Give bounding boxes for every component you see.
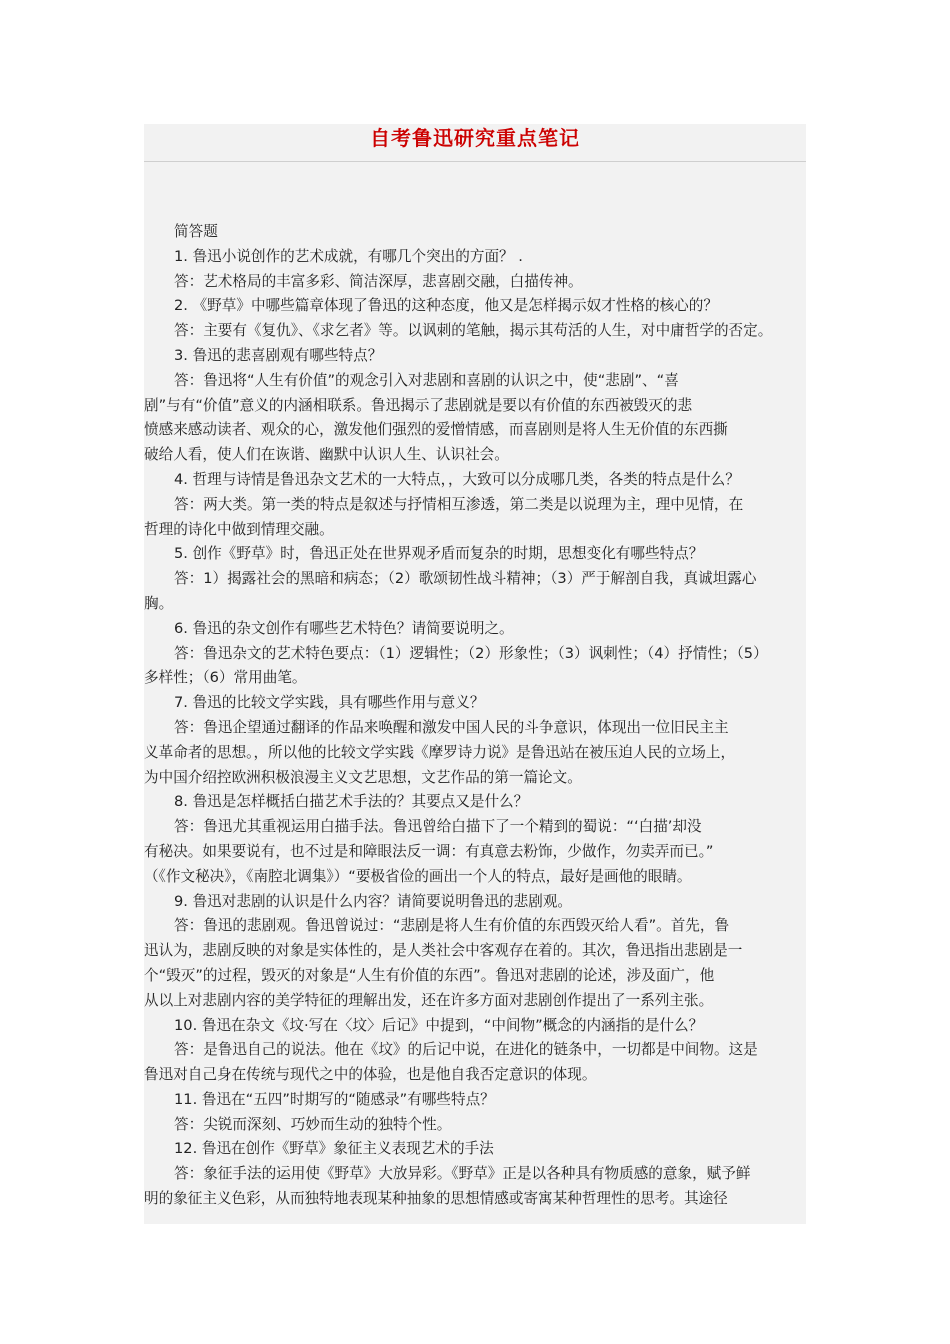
- title-bar: [144, 124, 806, 162]
- text-line: 鲁迅对自己身在传统与现代之中的体验，也是他自我否定意识的体现。: [144, 1066, 597, 1084]
- text-line: 10. 鲁迅在杂文《坟·写在〈坟〉后记》中提到，“中间物”概念的内涵指的是什么？: [174, 1016, 704, 1034]
- text-line: 义革命者的思想。，所以他的比较文学实践《摩罗诗力说》是鲁迅站在被压迫人民的立场上，: [144, 743, 736, 761]
- text-line: 答：1）揭露社会的黑暗和病态；（2）歌颂韧性战斗精神；（3）严于解剖自我，真诚坦露心: [174, 570, 757, 588]
- text-line: 12. 鲁迅在创作《野草》象征主义表现艺术的手法: [174, 1140, 494, 1158]
- text-line: 从以上对悲剧内容的美学特征的理解出发，还在许多方面对悲剧创作提出了一系列主张。: [144, 991, 714, 1009]
- text-line: 个“毁灭”的过程，毁灭的对象是“人生有价值的东西”。鲁迅对悲剧的论述，涉及面广，他: [144, 966, 715, 984]
- text-line: 剧”与有“价值”意义的内涵相联系。鲁迅揭示了悲剧就是要以有价值的东西被毁灭的悲: [144, 396, 693, 414]
- text-line: 11. 鲁迅在“五四”时期写的“随感录”有哪些特点？: [174, 1090, 495, 1108]
- text-line: 答：鲁迅尤其重视运用白描手法。鲁迅曾给白描下了一个精到的蜀说：“‘白描’却没: [174, 818, 702, 836]
- text-line: 有秘决。如果要说有，也不过是和障眼法反一调：有真意去粉饰，少做作，勿卖弄而已。”: [144, 842, 714, 860]
- text-line: 愤感来感动读者、观众的心，激发他们强烈的爱憎情感，而喜剧则是将人生无价值的东西撕: [144, 421, 728, 439]
- text-line: 7. 鲁迅的比较文学实践，具有哪些作用与意义？: [174, 694, 485, 712]
- text-line: 破给人看，使人们在诙谐、幽默中认识人生、认识社会。: [144, 446, 509, 464]
- page-title: 自考鲁迅研究重点笔记: [370, 126, 580, 150]
- text-line: 5. 创作《野草》时，鲁迅正处在世界观矛盾而复杂的时期，思想变化有哪些特点？: [174, 545, 704, 563]
- text-line: 答：鲁迅杂文的艺术特色要点：（1）逻辑性；（2）形象性；（3）讽刺性；（4）抒情性；（5）: [174, 644, 768, 662]
- text-line: 明的象征主义色彩，从而独特地表现某种抽象的思想情感或寄寓某种哲理性的思考。其途径: [144, 1190, 728, 1208]
- text-line: 胸。: [144, 594, 174, 612]
- text-line: 3. 鲁迅的悲喜剧观有哪些特点？: [174, 346, 383, 364]
- text-line: 答：鲁迅的悲剧观。鲁迅曾说过：“悲剧是将人生有价值的东西毁灭给人看”。首先，鲁: [174, 917, 730, 935]
- text-line: 答：两大类。第一类的特点是叙述与抒情相互渗透，第二类是以说理为主，理中见情，在: [174, 495, 744, 513]
- text-line: 迅认为，悲剧反映的对象是实体性的，是人类社会中客观存在着的。其次，鲁迅指出悲剧是一: [144, 942, 743, 960]
- text-line: 答：主要有《复仇》、《求乞者》等。以讽刺的笔触，揭示其苟活的人生，对中庸哲学的否定。: [174, 322, 773, 340]
- text-line: 答：艺术格局的丰富多彩、简洁深厚，悲喜剧交融，白描传神。: [174, 272, 583, 290]
- text-line: 4. 哲理与诗情是鲁迅杂文艺术的一大特点，，大致可以分成哪几类，各类的特点是什么？: [174, 470, 740, 488]
- document-page: [144, 124, 806, 1224]
- text-line: 多样性；（6）常用曲笔。: [144, 669, 307, 687]
- text-line: 哲理的诗化中做到情理交融。: [144, 520, 334, 538]
- document-body: [144, 220, 806, 1212]
- text-line: 8. 鲁迅是怎样概括白描艺术手法的？其要点又是什么？: [174, 793, 529, 811]
- text-line: 为中国介绍控欧洲积极浪漫主义文艺思想，文艺作品的第一篇论文。: [144, 768, 582, 786]
- text-line: 答：鲁迅将“人生有价值”的观念引入对悲剧和喜剧的认识之中，使“悲剧”、“喜: [174, 371, 679, 389]
- text-line: 6. 鲁迅的杂文创作有哪些艺术特色？请简要说明之。: [174, 619, 514, 637]
- text-line: 答：尖锐而深刻、巧妙而生动的独特个性。: [174, 1115, 452, 1133]
- text-line: 2. 《野草》中哪些篇章体现了鲁迅的这种态度，他又是怎样揭示奴才性格的核心的？: [174, 297, 718, 315]
- text-line: 简答题: [174, 223, 218, 240]
- text-line: 答：鲁迅企望通过翻译的作品来唤醒和激发中国人民的斗争意识，体现出一位旧民主主: [174, 718, 729, 736]
- text-line: 9. 鲁迅对悲剧的认识是什么内容？请简要说明鲁迅的悲剧观。: [174, 892, 573, 910]
- text-line: 1. 鲁迅小说创作的艺术成就，有哪几个突出的方面？ .: [174, 247, 523, 265]
- text-line: 答：象征手法的运用使《野草》大放异彩。《野草》正是以各种具有物质感的意象，赋予鲜: [174, 1165, 751, 1183]
- text-line: （《作文秘决》，《南腔北调集》）“要极省俭的画出一个人的特点，最好是画他的眼睛。: [144, 867, 692, 885]
- text-line: 答：是鲁迅自己的说法。他在《坟》的后记中说，在进化的链条中，一切都是中间物。这是: [174, 1041, 758, 1059]
